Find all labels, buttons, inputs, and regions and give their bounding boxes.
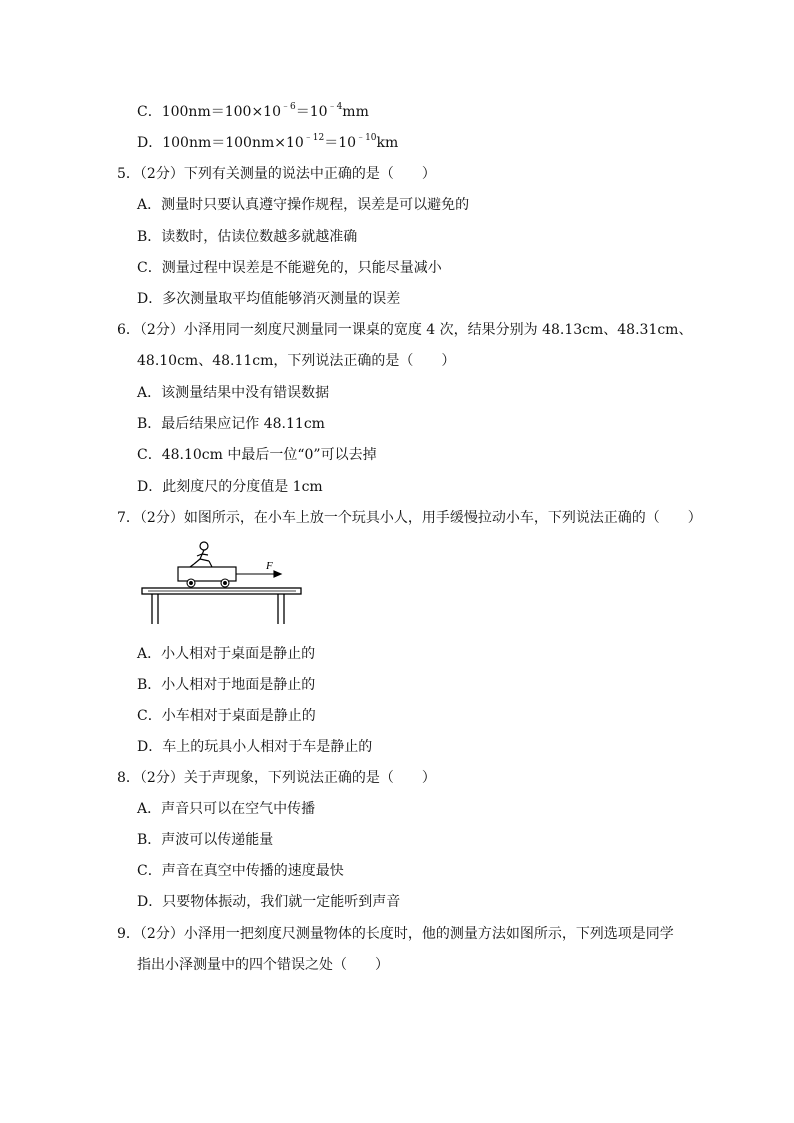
q4-option-d [137,133,398,153]
q6-option-a: A．该测量结果中没有错误数据 [137,385,330,401]
toy-cart-figure [140,533,305,628]
q8-option-d: D．只要物体振动，我们就一定能听到声音 [137,894,401,910]
q8-option-c: C．声音在真空中传播的速度最快 [137,863,344,879]
text-segment: mm [342,104,369,120]
q7-option-a: A．小人相对于桌面是静止的 [137,646,316,662]
q8-stem: 8．（2分）关于声现象，下列说法正确的是（ ） [117,770,436,786]
q8-option-b: B．声波可以传递能量 [137,832,274,848]
cart-body [178,567,236,581]
q5-option-b: B．读数时，估读位数越多就越准确 [137,229,358,245]
q6-stem-line1: 6．（2分）小泽用同一刻度尺测量同一课桌的宽度 4 次，结果分别为 48.13cm、48.31cm、 [117,322,693,338]
q8-option-a: A．声音只可以在空气中传播 [137,801,316,817]
q5-stem: 5．（2分）下列有关测量的说法中正确的是（ ） [117,166,436,182]
q6-option-c: C．48.10cm 中最后一位“0”可以去掉 [137,447,377,463]
q7-option-b: B．小人相对于地面是静止的 [137,677,316,693]
q5-option-c: C．测量过程中误差是不能避免的，只能尽量减小 [137,260,442,276]
q7-option-c: C．小车相对于桌面是静止的 [137,708,316,724]
text-segment: C．100nm＝100×10 [137,104,281,120]
text-segment: ＝10 [324,135,357,151]
text-segment: ＝10 [295,104,328,120]
q5-option-d: D．多次测量取平均值能够消灭测量的误差 [137,291,401,307]
q9-stem-line1: 9．（2分）小泽用一把刻度尺测量物体的长度时，他的测量方法如图所示，下列选项是同学 [117,926,674,942]
q5-option-a: A．测量时只要认真遵守操作规程，误差是可以避免的 [137,197,470,213]
toy-person-icon [190,542,212,567]
exponent: ﹣10 [356,133,377,144]
table-legs [152,594,284,624]
q6-stem-line2: 48.10cm、48.11cm，下列说法正确的是（ ） [137,353,456,369]
q6-option-d: D．此刻度尺的分度值是 1cm [137,479,323,495]
q6-option-b: B．最后结果应记作 48.11cm [137,416,325,432]
exponent: ﹣6 [281,102,296,113]
force-arrow-icon [236,571,281,577]
exponent: ﹣12 [303,133,325,144]
text-segment: D．100nm＝100nm×10 [137,135,304,151]
q7-stem: 7．（2分）如图所示，在小车上放一个玩具小人，用手缓慢拉动小车，下列说法正确的（ ） [117,510,702,526]
text-segment: km [376,135,399,151]
q4-option-c [137,102,369,122]
q9-stem-line2: 指出小泽测量中的四个错误之处（ ） [137,957,389,973]
q7-option-d: D．车上的玩具小人相对于车是静止的 [137,739,373,755]
exponent: ﹣4 [327,102,343,113]
force-label: F [266,560,273,572]
